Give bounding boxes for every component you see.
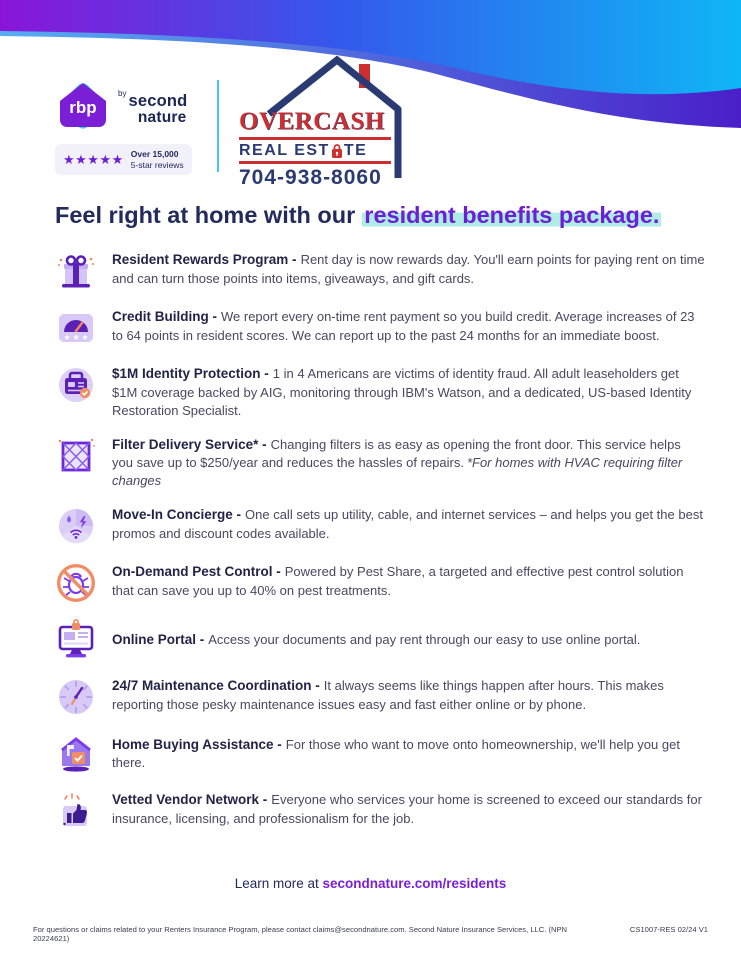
vertical-divider (217, 80, 219, 172)
page-title (55, 202, 661, 229)
benefit-title: 24/7 Maintenance Coordination - (112, 678, 320, 693)
credit-gauge-icon (55, 307, 97, 349)
benefit-desc: Rent day is now rewards day. You'll earn points for paying rent on time and can turn those points into items, giveaways, and gift cards. (112, 252, 705, 286)
svg-text:★: ★ (63, 333, 71, 342)
benefit-title: Vetted Vendor Network - (112, 792, 268, 807)
second-nature-wordmark (118, 86, 187, 125)
svg-text:★: ★ (81, 333, 89, 342)
benefit-desc: 1 in 4 Americans are victims of identity fraud. All adult leaseholders get $1M coverage backed by AIG, monitoring through IBM's Watson, and a dedicated, US-based Identity Restoration Specialist. (112, 366, 692, 418)
reviews-badge (55, 144, 192, 175)
svg-text:★: ★ (72, 333, 80, 342)
benefit-filter-delivery (55, 435, 705, 491)
benefit-title: Credit Building - (112, 309, 217, 324)
benefit-title: Filter Delivery Service* - (112, 436, 267, 452)
second-label: second (128, 92, 188, 111)
logo-row (55, 78, 407, 190)
learn-more-line (0, 876, 741, 891)
benefit-title: On-Demand Pest Control - (112, 564, 281, 579)
padlock-icon (331, 144, 343, 159)
partner-name: OVERCASH (239, 108, 385, 135)
benefit-home-buying (55, 733, 705, 775)
clock-icon (55, 676, 97, 718)
benefit-note: *For homes with HVAC requiring filter changes (112, 455, 683, 489)
utilities-icon (55, 505, 97, 547)
benefit-title: Home Buying Assistance - (112, 736, 282, 752)
red-rule (239, 137, 391, 140)
air-filter-icon (55, 435, 97, 477)
rbp-brand-block (55, 78, 203, 175)
benefit-resident-rewards (55, 250, 705, 292)
headline-prefix: Feel right at home with our (55, 202, 356, 228)
by-label: by (118, 89, 127, 99)
benefit-title: Resident Rewards Program - (112, 252, 297, 267)
benefit-title: Online Portal - (112, 631, 205, 647)
benefit-vendor-network (55, 790, 705, 832)
id-card-shield-icon (55, 364, 97, 406)
benefit-title: Move-In Concierge - (112, 507, 242, 522)
benefit-desc: Access your documents and pay rent through our easy to use online portal. (208, 631, 641, 647)
benefit-move-in-concierge (55, 505, 705, 547)
benefit-online-portal (55, 619, 705, 661)
real-estate-pre: REAL EST (239, 142, 330, 159)
benefit-desc: One call sets up utility, cable, and internet services – and helps you get the best promos and discount codes available. (112, 507, 703, 541)
doc-code: CS1007-RES 02/24 V1 (629, 925, 708, 934)
benefit-desc: It always seems like things happen after hours. This makes reporting those pesky maintenance issues easy and fast either online or by phone. (112, 678, 664, 712)
real-estate-post: TE (343, 142, 368, 159)
reviews-count: Over 15,000 (130, 149, 179, 159)
residents-link[interactable]: secondnature.com/residents (322, 876, 507, 891)
gift-icon (55, 250, 97, 292)
benefit-identity-protection (55, 364, 705, 420)
partner-phone: 704-938-8060 (239, 166, 382, 189)
benefit-title: $1M Identity Protection - (112, 366, 269, 381)
no-pest-icon (55, 562, 97, 604)
legal-row (33, 925, 708, 943)
benefit-desc: We report every on-time rent payment so you build credit. Average increases of 23 to 64 points in resident scores. We can report up to the past 24 months for an immediate boost. (112, 309, 695, 343)
rbp-logo-icon (55, 78, 111, 134)
red-rule (239, 161, 391, 164)
home-check-icon (55, 733, 97, 775)
thumbs-up-icon (55, 790, 97, 832)
benefits-list (55, 250, 705, 832)
nature-label: nature (137, 108, 187, 126)
partner-subtitle (239, 142, 407, 160)
benefit-pest-control (55, 562, 705, 604)
benefit-desc: Changing filters is as easy as opening the front door. This service helps you save up to $250/year and reduces the hassles of repairs. (112, 436, 681, 471)
benefit-maintenance (55, 676, 705, 718)
benefit-credit-building (55, 307, 705, 349)
legal-text: For questions or claims related to your Renters Insurance Program, please contact claims@secondnature.com. Second Nature Insurance Services, LLC. (NPN 20224621) (33, 925, 568, 943)
five-stars-icon: ★★★★★ (63, 152, 124, 168)
benefit-desc: For those who want to move onto homeownership, we'll help you get there. (112, 736, 680, 771)
benefit-desc: Powered by Pest Share, a targeted and effective pest control solution that can save you up to 40% on pest treatments. (112, 564, 684, 598)
learn-more-prefix: Learn more at (234, 876, 319, 891)
reviews-label: 5-star reviews (130, 159, 184, 170)
overcash-logo (239, 78, 407, 190)
benefit-desc: Everyone who services your home is screened to exceed our standards for insurance, licensing, and professionalism for the job. (112, 792, 702, 826)
monitor-portal-icon (55, 619, 97, 661)
rbp-logo-text: rbp (69, 98, 97, 117)
headline-highlight: resident benefits package. (364, 202, 660, 228)
